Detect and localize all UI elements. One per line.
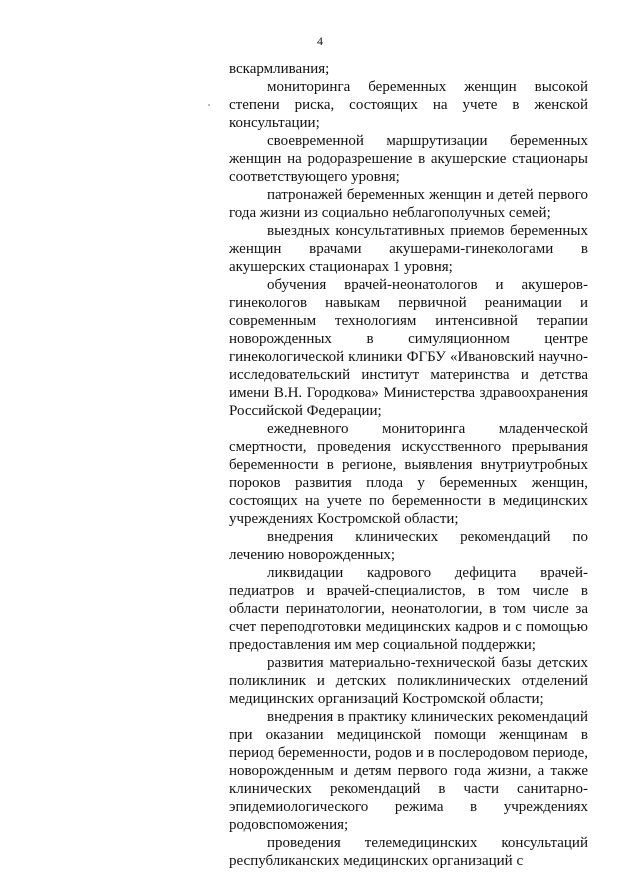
- paragraph: своевременной маршрутизации беременных женщин на родоразрешение в акушерские стационары соответствующего уровня;: [229, 133, 588, 185]
- paragraph: проведения телемедицинских консультаций республиканских медицинских организаций с: [229, 835, 588, 869]
- page-number: 4: [317, 34, 323, 48]
- body-text: [229, 60, 588, 870]
- paragraph: внедрения в практику клинических рекомендаций при оказании медицинской помощи женщинам в период беременности, родов и в послеродовом периоде, новорожденным и детям первого года жизни, а также клинических рекомендаций в части санитарно-эпидемиологического режима в учреждениях родовспоможения;: [229, 709, 588, 833]
- paragraph: развития материально-технической базы детских поликлиник и детских поликлинических отделений медицинских организаций Костромской области;: [229, 655, 588, 707]
- paragraph: вскармливания;: [229, 61, 330, 77]
- paragraph: внедрения клинических рекомендаций по лечению новорожденных;: [229, 529, 588, 563]
- paragraph: выездных консультативных приемов беременных женщин врачами акушерами-гинекологами в акушерских стационарах 1 уровня;: [229, 223, 588, 275]
- paragraph: патронажей беременных женщин и детей первого года жизни из социально неблагополучных семей;: [229, 187, 588, 221]
- paragraph: ежедневного мониторинга младенческой смертности, проведения искусственного прерывания беременности в регионе, выявления внутриутробных пороков развития плода у беременных женщин, состоящих на учете по беременности в медицинских учреждениях Костромской области;: [229, 421, 588, 527]
- paragraph: обучения врачей-неонатологов и акушеров-гинекологов навыкам первичной реанимации и современным технологиям интенсивной терапии новорожденных в симуляционном центре гинекологической клиники ФГБУ «Ивановский научно-исследовательский институт материнства и детства имени В.Н. Городкова» Министерства здравоохранения Российской Федерации;: [229, 277, 588, 419]
- paragraph: ликвидации кадрового дефицита врачей-педиатров и врачей-специалистов, в том числе в области перинатологии, неонатологии, в том числе за счет переподготовки медицинских кадров и с помощью предоставления им мер социальной поддержки;: [229, 565, 588, 653]
- paragraph: мониторинга беременных женщин высокой степени риска, состоящих на учете в женской консультации;: [229, 79, 588, 131]
- scan-artifact: [208, 104, 210, 106]
